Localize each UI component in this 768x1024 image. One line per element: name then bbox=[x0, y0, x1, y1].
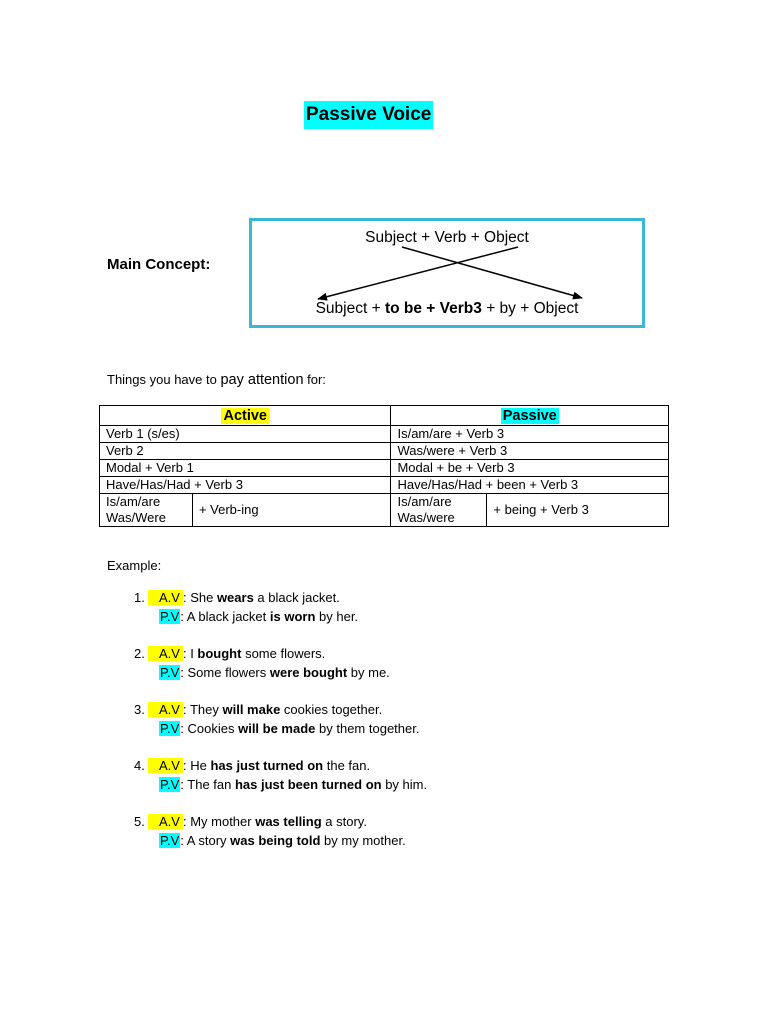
passive-formula-rest: + by + Object bbox=[486, 300, 579, 317]
table-cell: Have/Has/Had + been + Verb 3 bbox=[391, 477, 669, 494]
table-row bbox=[100, 477, 669, 494]
sentence-text: a black jacket. bbox=[253, 590, 340, 605]
example-number: 2. bbox=[134, 646, 145, 661]
active-sentence bbox=[148, 758, 370, 773]
example-label: Example: bbox=[107, 558, 162, 573]
active-formula: Subject + Verb + Object bbox=[365, 229, 529, 246]
header-active bbox=[100, 406, 391, 426]
table-cell: Verb 1 (s/es) bbox=[100, 426, 391, 443]
av-tag: A.V bbox=[148, 646, 183, 661]
active-sentence bbox=[148, 590, 340, 605]
sentence-text: cookies together. bbox=[280, 702, 383, 717]
sentence-verb: will be made bbox=[238, 721, 316, 736]
table-cell: + Verb-ing bbox=[192, 494, 391, 527]
sentence-verb: has just turned on bbox=[210, 758, 324, 773]
sentence-text: : A story bbox=[180, 833, 231, 848]
sentence-text: : Cookies bbox=[180, 721, 239, 736]
sentence-text: : I bbox=[182, 646, 198, 661]
attention-line bbox=[107, 372, 326, 388]
sentence-text: by him. bbox=[381, 777, 428, 792]
table-row bbox=[100, 443, 669, 460]
sentence-text: by them together. bbox=[315, 721, 420, 736]
passive-sentence bbox=[159, 609, 358, 624]
sentence-text: : He bbox=[182, 758, 211, 773]
example-number: 5. bbox=[134, 814, 145, 829]
table-cell: Is/am/are + Verb 3 bbox=[391, 426, 669, 443]
sentence-text: : The fan bbox=[180, 777, 235, 792]
arrow-object-to-subject bbox=[318, 247, 518, 299]
sentence-text: a story. bbox=[321, 814, 367, 829]
passive-aux-2: Was/were bbox=[397, 510, 455, 525]
pv-tag: P.V bbox=[160, 833, 180, 848]
active-sentence bbox=[148, 702, 382, 717]
table-cell-aux bbox=[391, 494, 487, 527]
sentence-text: : She bbox=[182, 590, 217, 605]
active-passive-table bbox=[99, 405, 669, 527]
sentence-verb: bought bbox=[197, 646, 242, 661]
passive-formula bbox=[252, 300, 642, 318]
av-tag: A.V bbox=[148, 758, 183, 773]
pv-tag: P.V bbox=[160, 665, 180, 680]
passive-sentence bbox=[159, 721, 419, 736]
passive-formula-bold: to be + Verb3 bbox=[384, 300, 482, 317]
av-tag: A.V bbox=[148, 590, 183, 605]
table-cell: + being + Verb 3 bbox=[487, 494, 669, 527]
sentence-verb: were bought bbox=[269, 665, 348, 680]
example-number: 1. bbox=[134, 590, 145, 605]
active-sentence bbox=[148, 814, 367, 829]
sentence-text: some flowers. bbox=[241, 646, 326, 661]
av-tag: A.V bbox=[148, 814, 183, 829]
sentence-verb: was being told bbox=[230, 833, 321, 848]
table-header-row bbox=[100, 406, 669, 426]
table-cell: Modal + Verb 1 bbox=[100, 460, 391, 477]
attention-emphasis: pay attention bbox=[220, 372, 304, 388]
header-passive-label: Passive bbox=[502, 407, 557, 424]
main-concept-label: Main Concept: bbox=[107, 256, 211, 273]
sentence-verb: is worn bbox=[269, 609, 316, 624]
table-cell: Modal + be + Verb 3 bbox=[391, 460, 669, 477]
sentence-text: : They bbox=[182, 702, 223, 717]
sentence-text: : My mother bbox=[182, 814, 256, 829]
sentence-verb: has just been turned on bbox=[234, 777, 382, 792]
table-cell: Verb 2 bbox=[100, 443, 391, 460]
sentence-verb: was telling bbox=[255, 814, 322, 829]
sentence-text: the fan. bbox=[323, 758, 371, 773]
attention-before: Things you have to bbox=[107, 372, 221, 387]
av-tag: A.V bbox=[148, 702, 183, 717]
passive-sentence bbox=[159, 777, 427, 792]
passive-sentence bbox=[159, 665, 390, 680]
table-row bbox=[100, 460, 669, 477]
table-cell-aux bbox=[100, 494, 193, 527]
header-active-label: Active bbox=[223, 407, 267, 424]
table-row bbox=[100, 426, 669, 443]
sentence-text: : A black jacket bbox=[180, 609, 270, 624]
header-passive bbox=[391, 406, 669, 426]
example-number: 3. bbox=[134, 702, 145, 717]
active-sentence bbox=[148, 646, 325, 661]
active-aux-2: Was/Were bbox=[106, 510, 166, 525]
sentence-verb: wears bbox=[216, 590, 254, 605]
passive-sentence bbox=[159, 833, 406, 848]
main-concept-box bbox=[249, 218, 645, 328]
active-aux-1: Is/am/are bbox=[106, 494, 161, 509]
pv-tag: P.V bbox=[160, 721, 180, 736]
passive-aux-1: Is/am/are bbox=[397, 494, 452, 509]
table-cell: Was/were + Verb 3 bbox=[391, 443, 669, 460]
attention-after: for: bbox=[303, 372, 326, 387]
page-title: Passive Voice bbox=[304, 101, 433, 129]
sentence-text: : Some flowers bbox=[180, 665, 270, 680]
pv-tag: P.V bbox=[160, 777, 180, 792]
pv-tag: P.V bbox=[160, 609, 180, 624]
passive-formula-subject: Subject + bbox=[315, 300, 381, 317]
example-number: 4. bbox=[134, 758, 145, 773]
arrow-subject-to-object bbox=[402, 247, 582, 298]
sentence-text: by my mother. bbox=[320, 833, 406, 848]
table-row bbox=[100, 494, 669, 527]
sentence-verb: will make bbox=[222, 702, 281, 717]
sentence-text: by her. bbox=[315, 609, 359, 624]
table-cell: Have/Has/Had + Verb 3 bbox=[100, 477, 391, 494]
sentence-text: by me. bbox=[347, 665, 390, 680]
